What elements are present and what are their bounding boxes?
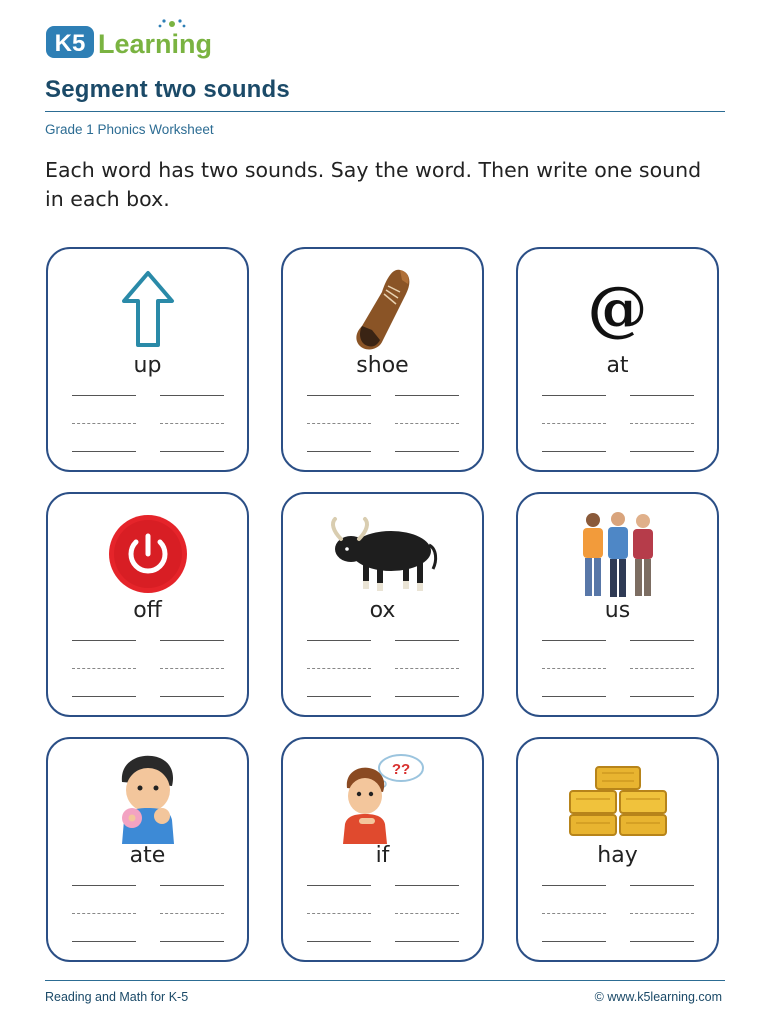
sound-box-2[interactable] [160,634,224,706]
card-word: up [133,353,162,378]
sound-boxes [72,879,230,951]
hay-bales-icon [518,749,717,849]
card-word: hay [597,843,638,868]
sound-boxes [72,634,230,706]
sound-box-1[interactable] [307,634,371,706]
word-card-ate [46,737,249,962]
footer-tagline: Reading and Math for K-5 [45,990,189,1004]
sound-box-1[interactable] [542,634,606,706]
logo-k5-text: K5 [54,30,86,57]
word-card-off [46,492,249,717]
word-card-at [516,247,719,472]
word-card-shoe [281,247,484,472]
footer-divider [45,980,725,981]
card-word: off [133,598,162,623]
sound-boxes [542,879,700,951]
shoe-icon [283,259,482,359]
sound-box-1[interactable] [307,389,371,461]
word-card-us [516,492,719,717]
confused-boy-icon [283,749,482,849]
card-word: at [606,353,629,378]
sound-boxes [307,879,465,951]
sound-boxes [542,634,700,706]
sound-box-1[interactable] [72,879,136,951]
sound-boxes [542,389,700,461]
sound-boxes [307,389,465,461]
sound-box-2[interactable] [395,879,459,951]
sound-box-2[interactable] [395,634,459,706]
boy-eating-icon [48,749,247,849]
card-word: shoe [356,353,409,378]
footer-website: © www.k5learning.com [594,990,722,1004]
sound-box-2[interactable] [160,389,224,461]
at-glyph: @ [587,274,648,344]
sound-box-1[interactable] [542,879,606,951]
word-card-if [281,737,484,962]
at-sign-icon [518,259,717,359]
card-word: ate [129,843,166,868]
instructions-text: Each word has two sounds. Say the word. Then write one sound in each box. [45,158,702,211]
sound-box-1[interactable] [72,634,136,706]
sound-box-2[interactable] [630,634,694,706]
word-card-hay [516,737,719,962]
up-arrow-icon [48,259,247,359]
word-card-ox [281,492,484,717]
sound-box-1[interactable] [307,879,371,951]
sound-box-1[interactable] [72,389,136,461]
sound-box-1[interactable] [542,389,606,461]
page-subtitle: Grade 1 Phonics Worksheet [45,122,214,137]
question-marks-glyph: ?? [391,761,410,778]
ox-icon [283,504,482,604]
page-title: Segment two sounds [45,76,290,103]
card-word: us [604,598,631,623]
sound-boxes [72,389,230,461]
sound-box-2[interactable] [630,879,694,951]
sound-box-2[interactable] [630,389,694,461]
sound-box-2[interactable] [395,389,459,461]
sound-boxes [307,634,465,706]
power-button-icon [48,504,247,604]
card-word: if [375,843,390,868]
sound-box-2[interactable] [160,879,224,951]
card-word: ox [369,598,396,623]
group-of-people-icon [518,504,717,604]
word-card-up [46,247,249,472]
logo-learning-text: Learning [98,29,213,59]
